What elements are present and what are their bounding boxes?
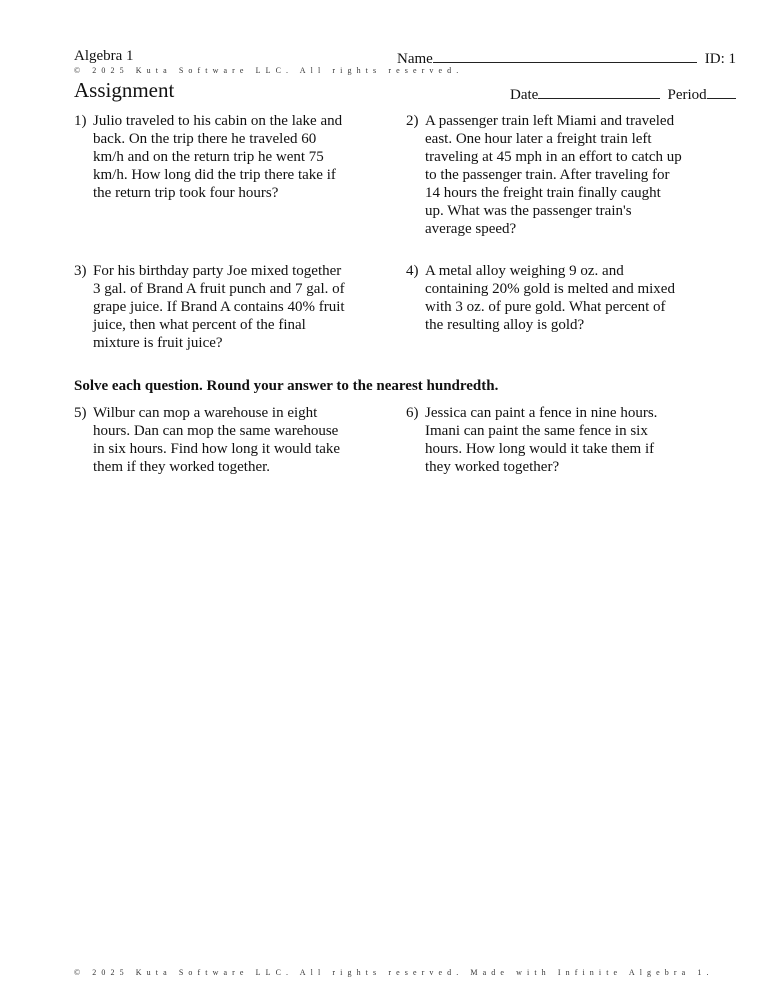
date-period-group bbox=[510, 84, 736, 104]
name-blank[interactable] bbox=[433, 48, 697, 63]
problem-number: 1) bbox=[74, 113, 87, 129]
period-label: Period bbox=[667, 87, 707, 103]
worksheet-header bbox=[74, 48, 736, 68]
problem-number: 5) bbox=[74, 405, 87, 421]
page-title: Assignment bbox=[74, 78, 175, 102]
copyright-notice: © 2025 Kuta Software LLC. All rights reserved. bbox=[74, 66, 464, 75]
footer-copyright: © 2025 Kuta Software LLC. All rights reserved. Made with Infinite Algebra 1. bbox=[74, 968, 714, 977]
worksheet-id: ID: 1 bbox=[704, 51, 736, 67]
problem-text: Wilbur can mop a warehouse in eight hours. Dan can mop the same warehouse in six hours. Find how long it would take them if they worked together. bbox=[93, 405, 341, 475]
date-label: Date bbox=[510, 87, 539, 103]
problem-text: A passenger train left Miami and traveled east. One hour later a freight train left traveling at 45 mph in an effort to catch up to the passenger train. After traveling for 14 hours the freight train finally caught up. What was the passenger train's average speed? bbox=[425, 113, 682, 237]
problem-text: Jessica can paint a fence in nine hours. Imani can paint the same fence in six hours. How long would it take them if they worked together? bbox=[425, 405, 658, 475]
problem-text: Julio traveled to his cabin on the lake and back. On the trip there he traveled 60 km/h and on the return trip he went 75 km/h. How long did the trip there take if the return trip took four hours? bbox=[93, 113, 343, 201]
problem-number: 6) bbox=[406, 405, 419, 421]
problem-number: 4) bbox=[406, 263, 419, 279]
course-name: Algebra 1 bbox=[74, 48, 134, 64]
date-blank[interactable] bbox=[538, 84, 659, 99]
problem-number: 2) bbox=[406, 113, 419, 129]
problem-number: 3) bbox=[74, 263, 87, 279]
problem-text: For his birthday party Joe mixed together 3 gal. of Brand A fruit punch and 7 gal. of grape juice. If Brand A contains 40% fruit juice, then what percent of the final mixture is fruit juice? bbox=[93, 263, 345, 351]
section-instruction: Solve each question. Round your answer to the nearest hundredth. bbox=[74, 378, 499, 394]
problem-text: A metal alloy weighing 9 oz. and containing 20% gold is melted and mixed with 3 oz. of pure gold. What percent of the resulting alloy is gold? bbox=[425, 263, 675, 333]
name-field-group bbox=[397, 48, 736, 68]
period-blank[interactable] bbox=[707, 84, 736, 99]
name-label: Name bbox=[397, 51, 433, 67]
